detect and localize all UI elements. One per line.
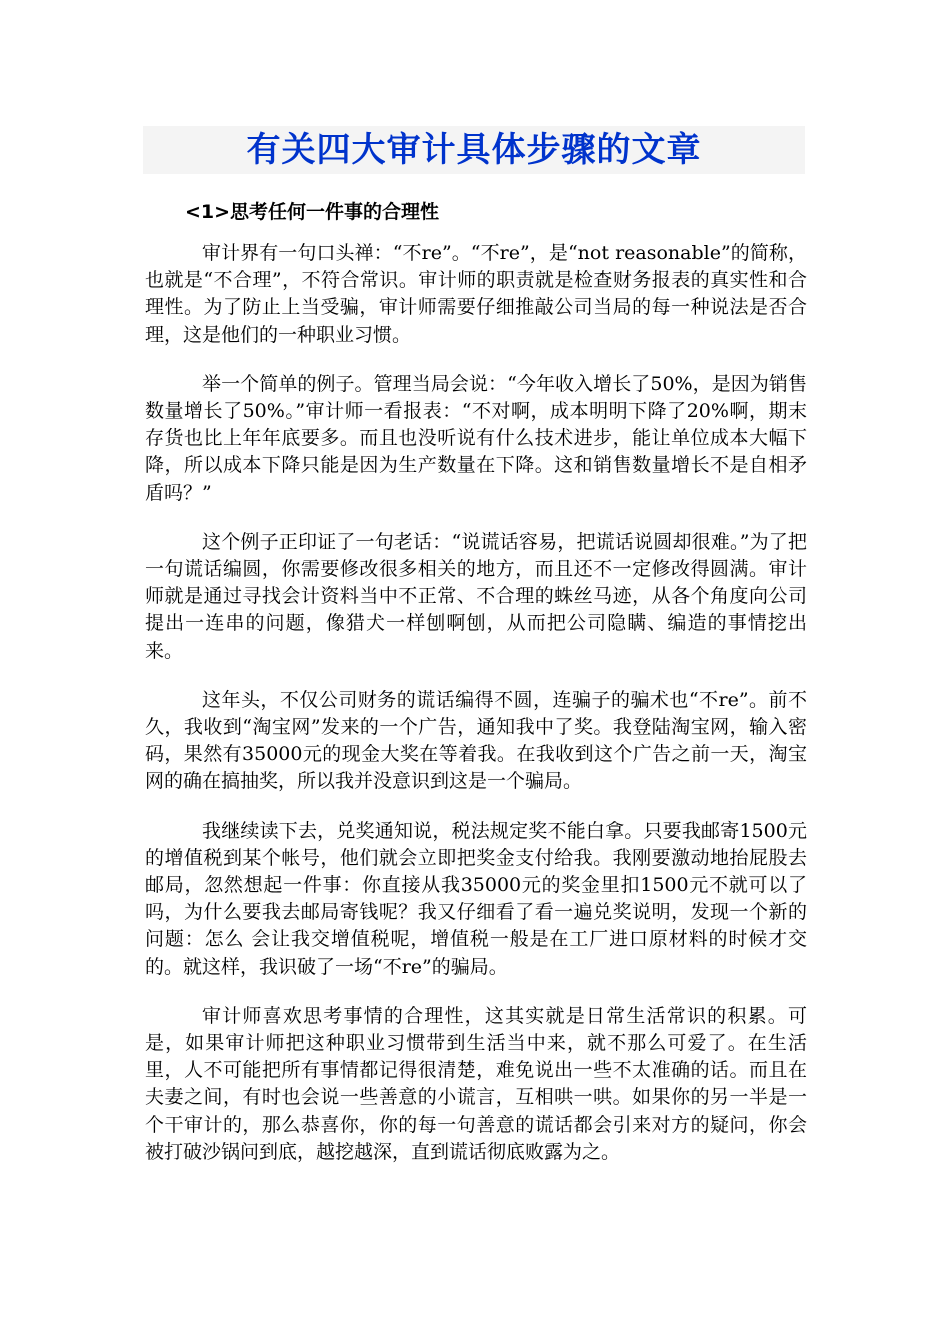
document-title: 有关四大审计具体步骤的文章 [246,130,702,170]
paragraph-5: 我继续读下去，兑奖通知说，税法规定奖不能白拿。只要我邮寄1500元的增值税到某个帐号，他们就会立即把奖金支付给我。我刚要激动地抬屁股去邮局，忽然想起一件事：你直接从我35000元的奖金里扣1500元不就可以了吗，为什么要我去邮局寄钱呢？我又仔细看了看一遍兑奖说明，发现一个新的问题：怎么 会让我交增值税呢，增值税一般是在工厂进口原材料的时候才交的。就这样，我识破了一场“不re”的骗局。 [145,819,807,978]
paragraph-2: 举一个简单的例子。管理当局会说：“今年收入增长了50%，是因为销售数量增长了50%。”审计师一看报表：“不对啊，成本明明下降了20%啊，期末存货也比上年年底要多。而且也没听说有什么技术进步，能让单位成本大幅下降，所以成本下降只能是因为生产数量在下降。这和销售数量增长不是自相矛盾吗？” [145,372,807,504]
section-heading: <1>思考任何一件事的合理性 [185,201,440,223]
paragraph-3: 这个例子正印证了一句老话：“说谎话容易，把谎话说圆却很难。”为了把一句谎话编圆，你需要修改很多相关的地方，而且还不一定修改得圆满。审计师就是通过寻找会计资料当中不正常、不合理的蛛丝马迹，从各个角度向公司提出一连串的问题，像猎犬一样刨啊刨，从而把公司隐瞒、编造的事情挖出来。 [145,530,807,662]
paragraph-1: 审计界有一句口头禅：“不re”。“不re”，是“not reasonable”的简称，也就是“不合理”，不符合常识。审计师的职责就是检查财务报表的真实性和合理性。为了防止上当受骗，审计师需要仔细推敲公司当局的每一种说法是否合理，这是他们的一种职业习惯。 [145,242,807,346]
document-body [145,240,807,1188]
paragraph-4: 这年头，不仅公司财务的谎话编得不圆，连骗子的骗术也“不re”。前不久，我收到“淘宝网”发来的一个广告，通知我中了奖。我登陆淘宝网，输入密码，果然有35000元的现金大奖在等着我。在我收到这个广告之前一天，淘宝网的确在搞抽奖，所以我并没意识到这是一个骗局。 [145,688,807,793]
paragraph-6: 审计师喜欢思考事情的合理性，这其实就是日常生活常识的积累。可是，如果审计师把这种职业习惯带到生活当中来，就不那么可爱了。在生活里，人不可能把所有事情都记得很清楚，难免说出一些不太准确的话。而且在夫妻之间，有时也会说一些善意的小谎言，互相哄一哄。如果你的另一半是一个干审计的，那么恭喜你，你的每一句善意的谎话都会引来对方的疑问，你会被打破沙锅问到底，越挖越深，直到谎话彻底败露为之。 [145,1004,807,1163]
